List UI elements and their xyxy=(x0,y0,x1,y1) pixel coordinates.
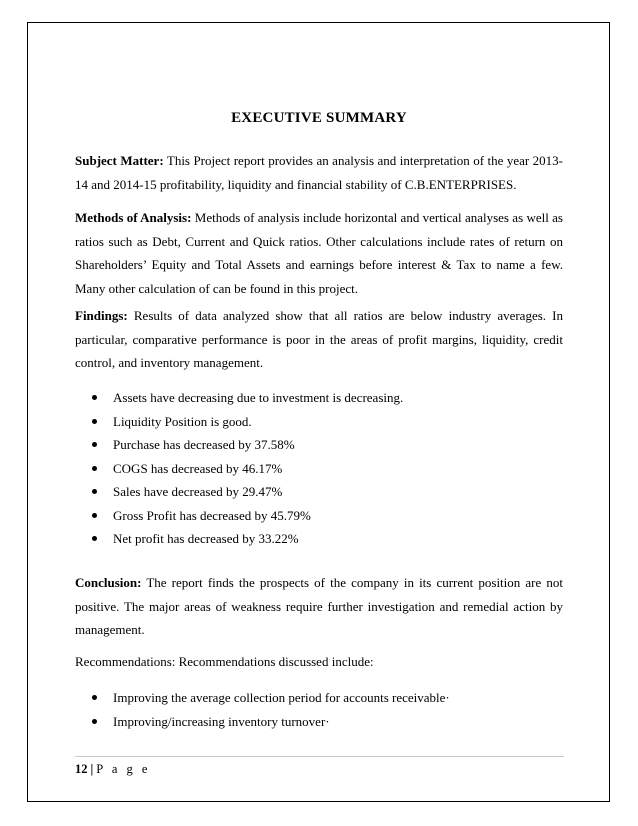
list-item: Sales have decreased by 29.47% xyxy=(75,480,563,504)
bullet-icon xyxy=(92,489,97,494)
footer-divider xyxy=(75,756,564,757)
list-item: Gross Profit has decreased by 45.79% xyxy=(75,504,563,528)
list-item: Purchase has decreased by 37.58% xyxy=(75,433,563,457)
findings-paragraph xyxy=(75,304,563,375)
subject-label: Subject Matter: xyxy=(75,153,164,168)
page-number: 12 xyxy=(75,762,88,776)
findings-label: Findings: xyxy=(75,308,128,323)
list-item: Net profit has decreased by 33.22% xyxy=(75,527,563,551)
list-item: Assets have decreasing due to investment is decreasing. xyxy=(75,386,563,410)
list-item: Liquidity Position is good. xyxy=(75,410,563,434)
list-item: Improving the average collection period for accounts receivable· xyxy=(75,686,563,710)
bullet-icon xyxy=(92,466,97,471)
subject-paragraph xyxy=(75,149,563,196)
subject-text: This Project report provides an analysis and interpretation of the year 2013-14 and 2014-15 profitability, liquidity and financial stability of C.B.ENTERPRISES. xyxy=(75,153,564,192)
conclusion-paragraph xyxy=(75,571,563,642)
bullet-icon xyxy=(92,536,97,541)
recommendations-paragraph: Recommendations: Recommendations discussed include: xyxy=(75,654,374,669)
footer-separator: | xyxy=(90,762,94,776)
bullet-icon xyxy=(92,395,97,400)
methods-label: Methods of Analysis: xyxy=(75,210,192,225)
bullet-icon xyxy=(92,695,97,700)
methods-text: Methods of analysis include horizontal and vertical analyses as well as ratios such as Debt, Current and Quick ratios. Other calculations include rates of return on Shareholders’ Equity and Total Assets and earnings before interest & Tax to name a few. Many other calculation of can be found in this project. xyxy=(75,210,563,296)
methods-paragraph xyxy=(75,206,563,300)
list-item: COGS has decreased by 46.17% xyxy=(75,457,563,481)
bullet-icon xyxy=(92,419,97,424)
bullet-icon xyxy=(92,719,97,724)
page-footer xyxy=(75,762,150,777)
list-item: Improving/increasing inventory turnover· xyxy=(75,710,563,734)
conclusion-text: The report finds the prospects of the company in its current position are not positive. The major areas of weakness require further investigation and remedial action by management. xyxy=(75,575,563,637)
findings-text: Results of data analyzed show that all ratios are below industry averages. In particular, comparative performance is poor in the areas of profit margins, liquidity, credit control, and inventory management. xyxy=(75,308,563,370)
page-title: EXECUTIVE SUMMARY xyxy=(231,110,407,126)
bullet-icon xyxy=(92,513,97,518)
bullet-icon xyxy=(92,442,97,447)
conclusion-label: Conclusion: xyxy=(75,575,142,590)
recommendations-bullet-list xyxy=(75,686,563,733)
findings-bullet-list xyxy=(75,386,563,551)
page-label: P a g e xyxy=(96,762,151,776)
